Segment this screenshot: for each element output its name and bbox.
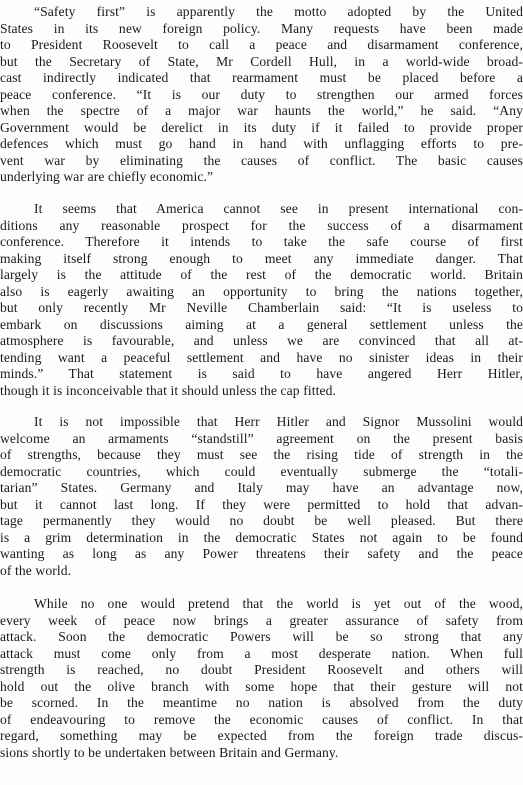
text-line: vent war by eliminating the causes of conflict. The basic causes — [0, 152, 523, 168]
text-line: welcome an armaments “standstill” agreement on the present basis — [0, 430, 523, 446]
text-line: Government would be derelict in its duty if it failed to provide proper — [0, 119, 523, 135]
text-line: peace conference. “It is our duty to strengthen our armed forces — [0, 86, 523, 102]
text-line: of endeavouring to remove the economic causes of conflict. In that — [0, 711, 523, 727]
text-line: atmosphere is favourable, and unless we are convinced that all at- — [0, 333, 523, 348]
text-line: minds.” That statement is said to have angered Herr Hitler, — [0, 366, 523, 381]
article-paragraph-4 — [0, 596, 523, 761]
text-line: also is eagerly awaiting an opportunity to bring the nations together, — [0, 283, 523, 299]
text-line: hold out the olive branch with some hope that their gesture will not — [0, 678, 523, 694]
text-line: ditions any reasonable prospect for the success of a disarmament — [0, 217, 523, 233]
text-line: States in its new foreign policy. Many requests have been made — [0, 20, 523, 36]
text-line: “Safety first” is apparently the motto adopted by the United — [34, 4, 523, 19]
article-paragraph-2 — [0, 201, 523, 399]
text-line: though it is inconceivable that it should unless the cap fitted. — [0, 382, 336, 398]
text-line: underlying war are chiefly economic.” — [0, 169, 214, 184]
text-line: making itself strong enough to meet any immediate danger. That — [0, 250, 523, 266]
text-line: of strengths, because they must see the rising tide of strength in the — [0, 447, 523, 462]
text-line: embark on discussions aiming at a general settlement unless the — [0, 316, 523, 332]
text-line: strength is reached, no doubt President Roosevelt and others will — [0, 662, 523, 677]
text-line: cast indirectly indicated that rearmament must be placed before a — [0, 70, 523, 85]
text-line: but the Secretary of State, Mr Cordell Hull, in a world-wide broad- — [0, 53, 523, 69]
text-line: wanting as long as any Power threatens their safety and the peace — [0, 546, 523, 561]
text-line: attack. Soon the democratic Powers will be so strong that any — [0, 629, 523, 644]
article-paragraph-3 — [0, 414, 523, 579]
text-line: While no one would pretend that the world is yet out of the wood, — [34, 596, 523, 611]
text-line: be scorned. In the meantime no nation is absolved from the duty — [0, 695, 523, 710]
text-line: of the world. — [0, 562, 72, 578]
text-line: when the spectre of a major war haunts the world,” he said. “Any — [0, 103, 523, 118]
text-line: sions shortly to be undertaken between Britain and Germany. — [0, 744, 339, 760]
text-line: tending want a peaceful settlement and have no sinister ideas in their — [0, 349, 523, 365]
text-line: tarian” States. Germany and Italy may have an advantage now, — [0, 480, 523, 495]
text-line: regard, something may be expected from the foreign trade discus- — [0, 728, 523, 743]
text-line: conference. Therefore it intends to take the safe course of first — [0, 234, 523, 249]
text-line: but it cannot last long. If they were permitted to hold that advan- — [0, 496, 523, 512]
text-line: but only recently Mr Neville Chamberlain said: “It is useless to — [0, 300, 523, 315]
text-line: to President Roosevelt to call a peace and disarmament conference, — [0, 37, 523, 52]
text-line: defences which must go hand in hand with unflagging efforts to pre- — [0, 136, 523, 151]
text-line: It seems that America cannot see in present international con- — [34, 201, 523, 216]
article-paragraph-1 — [0, 4, 523, 186]
text-line: attack must come only from a most desperate nation. When full — [0, 645, 523, 661]
text-line: is a grim determination in the democratic States not again to be found — [0, 529, 523, 545]
text-line: democratic countries, which could eventually submerge the “totali- — [0, 463, 523, 479]
text-line: every week of peace now brings a greater assurance of safety from — [0, 612, 523, 628]
text-line: tage permanently they would no doubt be well pleased. But there — [0, 513, 523, 528]
text-line: It is not impossible that Herr Hitler and Signor Mussolini would — [34, 414, 523, 429]
text-line: largely is the attitude of the rest of the democratic world. Britain — [0, 267, 523, 282]
